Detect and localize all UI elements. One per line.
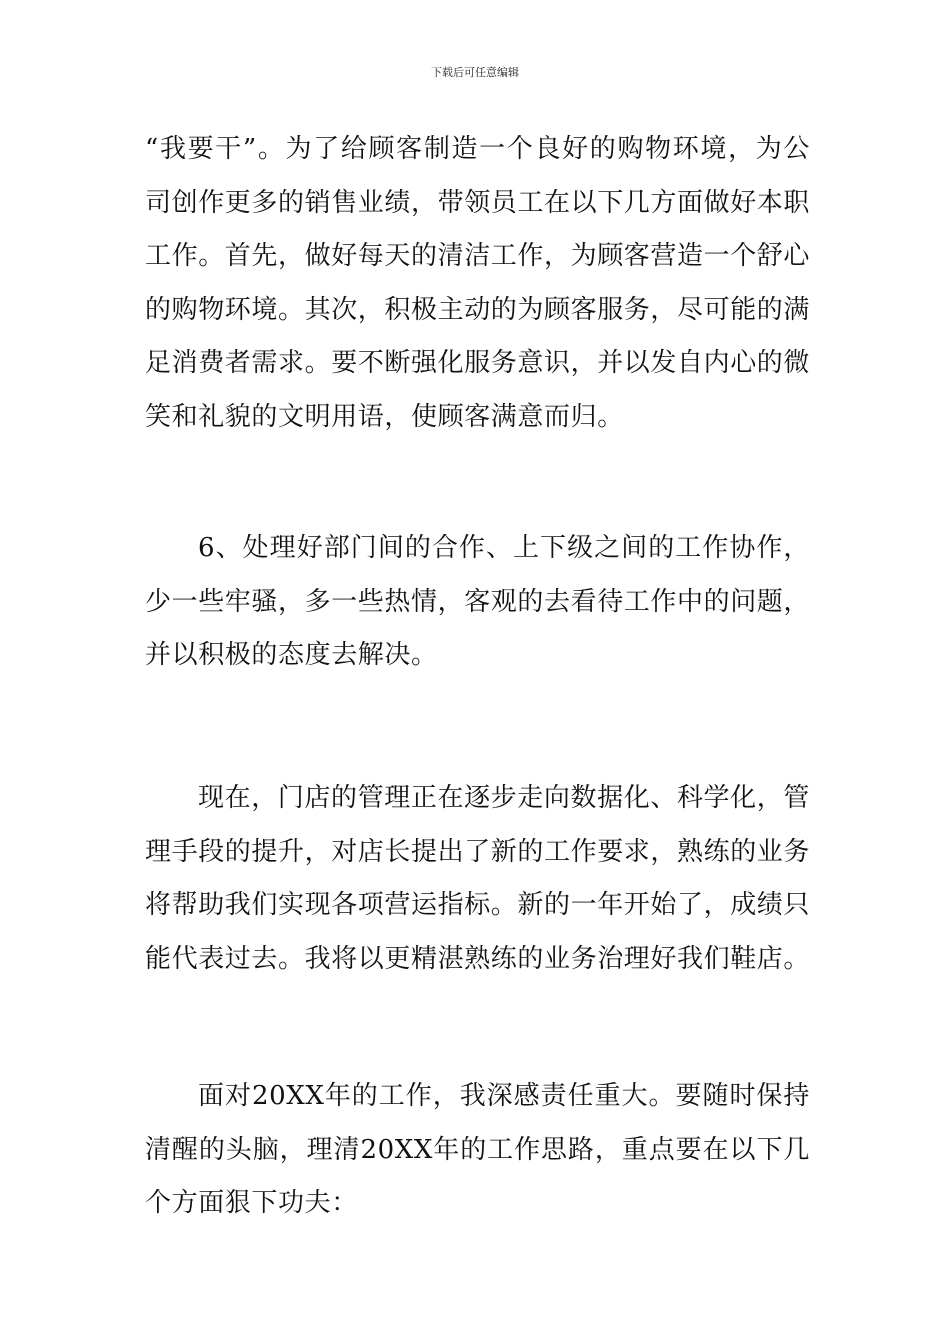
paragraph-cooperation: 6、处理好部门间的合作、上下级之间的工作协作，少一些牢骚，多一些热情，客观的去看待工作中的问题，并以积极的态度去解决。 [145,533,811,670]
paragraph-new-year: 面对20XX年的工作，我深感责任重大。要随时保持清醒的头脑，理清20XX年的工作思路，重点要在以下几个方面狠下功夫： [145,1081,810,1218]
paragraph-service: “我要干”。为了给顾客制造一个良好的购物环境，为公司创作更多的销售业绩，带领员工在以下几方面做好本职工作。首先，做好每天的清洁工作，为顾客营造一个舒心的购物环境。其次，积极主动的为顾客服务，尽可能的满足消费者需求。要不断强化服务意识，并以发自内心的微笑和礼貌的文明用语，使顾客满意而归。 [145,134,811,432]
page-header: 下载后可任意编辑 [431,66,519,79]
paragraph-management: 现在，门店的管理正在逐步走向数据化、科学化，管理手段的提升，对店长提出了新的工作要求，熟练的业务将帮助我们实现各项营运指标。新的一年开始了，成绩只能代表过去。我将以更精湛熟练的业务治理好我们鞋店。 [145,783,811,974]
